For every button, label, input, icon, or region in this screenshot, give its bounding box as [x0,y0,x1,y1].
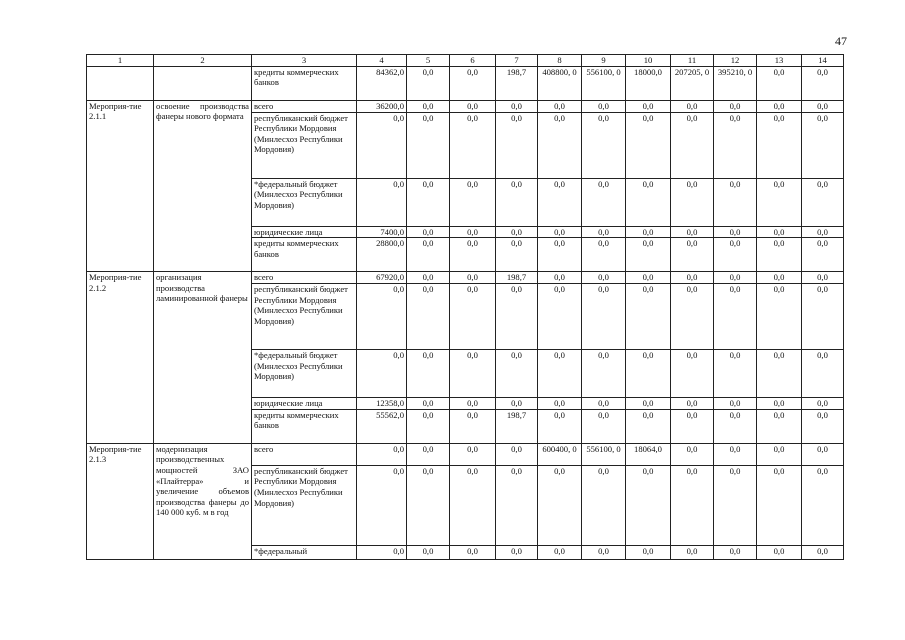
column-number: 11 [671,55,714,67]
value-cell: 0,0 [671,545,714,559]
value-cell: 0,0 [802,465,844,545]
value-cell: 0,0 [714,409,757,443]
value-cell: 55562,0 [357,409,407,443]
value-cell: 0,0 [714,545,757,559]
value-cell: 0,0 [357,284,407,350]
funding-source-cell: *федеральный бюджет (Минлесхоз Республики Мордовия) [252,178,357,226]
column-number: 13 [757,55,802,67]
value-cell: 0,0 [757,398,802,410]
measure-cell [87,66,154,100]
table-row [87,272,844,284]
value-cell: 0,0 [626,238,671,272]
value-cell: 0,0 [714,398,757,410]
value-cell: 0,0 [538,178,582,226]
value-cell: 0,0 [407,398,450,410]
value-cell: 0,0 [450,66,496,100]
value-cell: 0,0 [714,238,757,272]
value-cell: 0,0 [714,100,757,112]
value-cell: 0,0 [450,178,496,226]
value-cell: 0,0 [538,398,582,410]
value-cell: 0,0 [496,226,538,238]
value-cell: 0,0 [671,178,714,226]
funding-source-cell: всего [252,443,357,465]
value-cell: 0,0 [714,443,757,465]
value-cell: 18000,0 [626,66,671,100]
value-cell: 0,0 [757,443,802,465]
funding-source-cell: *федеральный бюджет (Минлесхоз Республики Мордовия) [252,350,357,398]
column-number: 6 [450,55,496,67]
value-cell: 0,0 [757,178,802,226]
value-cell: 0,0 [407,226,450,238]
description-cell: модернизация производственных мощностей ЗАО «Плайтерра» и увеличение объемов производства фанеры до 140 000 куб. м в год [154,443,252,559]
value-cell: 0,0 [671,238,714,272]
value-cell: 0,0 [714,284,757,350]
value-cell: 28800,0 [357,238,407,272]
value-cell: 0,0 [626,100,671,112]
value-cell: 0,0 [802,66,844,100]
value-cell: 0,0 [802,272,844,284]
value-cell: 0,0 [757,226,802,238]
value-cell: 0,0 [407,443,450,465]
value-cell: 0,0 [538,100,582,112]
value-cell: 0,0 [357,178,407,226]
value-cell: 0,0 [802,226,844,238]
value-cell: 0,0 [450,112,496,178]
value-cell: 0,0 [626,350,671,398]
value-cell: 0,0 [450,409,496,443]
value-cell: 0,0 [802,100,844,112]
value-cell: 0,0 [496,465,538,545]
value-cell: 0,0 [671,409,714,443]
value-cell: 600400, 0 [538,443,582,465]
value-cell: 0,0 [671,284,714,350]
value-cell: 0,0 [671,112,714,178]
value-cell: 0,0 [538,112,582,178]
value-cell: 0,0 [757,545,802,559]
value-cell: 207205, 0 [671,66,714,100]
header-row [87,55,844,67]
description-cell [154,66,252,100]
column-number: 10 [626,55,671,67]
column-number: 9 [582,55,626,67]
value-cell: 0,0 [450,398,496,410]
value-cell: 0,0 [626,226,671,238]
value-cell: 0,0 [496,545,538,559]
funding-source-cell: *федеральный [252,545,357,559]
value-cell: 0,0 [626,178,671,226]
value-cell: 0,0 [714,226,757,238]
value-cell: 0,0 [496,350,538,398]
value-cell: 198,7 [496,66,538,100]
value-cell: 0,0 [582,398,626,410]
value-cell: 0,0 [757,465,802,545]
value-cell: 0,0 [407,238,450,272]
value-cell: 556100, 0 [582,66,626,100]
value-cell: 0,0 [582,178,626,226]
value-cell: 0,0 [496,112,538,178]
column-number: 1 [87,55,154,67]
value-cell: 0,0 [582,100,626,112]
value-cell: 0,0 [407,178,450,226]
funding-source-cell: республиканский бюджет Республики Мордовия (Минлесхоз Республики Мордовия) [252,284,357,350]
value-cell: 0,0 [450,350,496,398]
value-cell: 0,0 [582,112,626,178]
value-cell: 36200,0 [357,100,407,112]
value-cell: 0,0 [450,226,496,238]
column-number: 4 [357,55,407,67]
column-number: 14 [802,55,844,67]
funding-source-cell: юридические лица [252,398,357,410]
column-number: 12 [714,55,757,67]
value-cell: 0,0 [496,284,538,350]
value-cell: 0,0 [582,350,626,398]
value-cell: 0,0 [407,350,450,398]
value-cell: 0,0 [671,272,714,284]
value-cell: 0,0 [582,272,626,284]
value-cell: 0,0 [714,465,757,545]
value-cell: 0,0 [357,545,407,559]
table-row [87,100,844,112]
measure-cell: Мероприя-тие 2.1.3 [87,443,154,559]
value-cell: 0,0 [582,238,626,272]
value-cell: 7400,0 [357,226,407,238]
funding-source-cell: всего [252,100,357,112]
value-cell: 0,0 [802,178,844,226]
value-cell: 0,0 [802,398,844,410]
value-cell: 0,0 [496,398,538,410]
funding-source-cell: республиканский бюджет Республики Мордовия (Минлесхоз Республики Мордовия) [252,112,357,178]
value-cell: 0,0 [357,112,407,178]
value-cell: 0,0 [407,545,450,559]
value-cell: 0,0 [802,443,844,465]
value-cell: 198,7 [496,409,538,443]
value-cell: 0,0 [407,112,450,178]
value-cell: 0,0 [496,178,538,226]
value-cell: 408800, 0 [538,66,582,100]
value-cell: 0,0 [450,465,496,545]
budget-table [86,54,844,560]
value-cell: 0,0 [757,238,802,272]
value-cell: 0,0 [357,443,407,465]
value-cell: 0,0 [538,409,582,443]
measure-cell: Мероприя-тие 2.1.2 [87,272,154,444]
table-row [87,66,844,100]
value-cell: 0,0 [538,226,582,238]
value-cell: 0,0 [357,350,407,398]
value-cell: 0,0 [757,272,802,284]
value-cell: 0,0 [357,465,407,545]
value-cell: 0,0 [757,66,802,100]
value-cell: 0,0 [802,350,844,398]
value-cell: 0,0 [407,272,450,284]
value-cell: 0,0 [450,443,496,465]
value-cell: 0,0 [538,350,582,398]
value-cell: 0,0 [407,100,450,112]
value-cell: 0,0 [450,100,496,112]
column-number: 2 [154,55,252,67]
value-cell: 0,0 [496,443,538,465]
value-cell: 0,0 [671,350,714,398]
value-cell: 0,0 [496,238,538,272]
value-cell: 0,0 [450,284,496,350]
value-cell: 0,0 [538,272,582,284]
value-cell: 67920,0 [357,272,407,284]
value-cell: 0,0 [757,409,802,443]
value-cell: 0,0 [626,112,671,178]
funding-source-cell: кредиты коммерческих банков [252,409,357,443]
value-cell: 0,0 [626,398,671,410]
funding-source-cell: республиканский бюджет Республики Мордовия (Минлесхоз Республики Мордовия) [252,465,357,545]
value-cell: 0,0 [671,443,714,465]
value-cell: 0,0 [671,100,714,112]
value-cell: 0,0 [757,112,802,178]
value-cell: 0,0 [802,545,844,559]
value-cell: 198,7 [496,272,538,284]
value-cell: 395210, 0 [714,66,757,100]
value-cell: 0,0 [671,398,714,410]
value-cell: 84362,0 [357,66,407,100]
value-cell: 0,0 [757,100,802,112]
description-cell: организация производства ламинированной фанеры [154,272,252,444]
value-cell: 0,0 [714,178,757,226]
table-row [87,443,844,465]
value-cell: 556100, 0 [582,443,626,465]
value-cell: 0,0 [802,409,844,443]
page-number: 47 [835,34,847,48]
funding-source-cell: юридические лица [252,226,357,238]
funding-source-cell: кредиты коммерческих банков [252,66,357,100]
value-cell: 0,0 [714,112,757,178]
value-cell: 0,0 [582,409,626,443]
value-cell: 0,0 [626,545,671,559]
value-cell: 0,0 [538,465,582,545]
value-cell: 0,0 [450,272,496,284]
value-cell: 12358,0 [357,398,407,410]
value-cell: 0,0 [538,238,582,272]
funding-source-cell: всего [252,272,357,284]
value-cell: 0,0 [582,545,626,559]
value-cell: 0,0 [582,226,626,238]
column-number: 5 [407,55,450,67]
value-cell: 0,0 [671,465,714,545]
column-number: 7 [496,55,538,67]
value-cell: 0,0 [450,238,496,272]
measure-cell: Мероприя-тие 2.1.1 [87,100,154,272]
value-cell: 0,0 [407,284,450,350]
value-cell: 0,0 [538,284,582,350]
value-cell: 0,0 [714,350,757,398]
value-cell: 0,0 [802,112,844,178]
value-cell: 0,0 [626,284,671,350]
value-cell: 0,0 [671,226,714,238]
column-number: 8 [538,55,582,67]
value-cell: 0,0 [407,409,450,443]
value-cell: 0,0 [496,100,538,112]
value-cell: 0,0 [757,350,802,398]
column-number: 3 [252,55,357,67]
value-cell: 0,0 [626,465,671,545]
value-cell: 18064,0 [626,443,671,465]
value-cell: 0,0 [714,272,757,284]
description-cell: освоение производства фанеры нового формата [154,100,252,272]
value-cell: 0,0 [407,66,450,100]
value-cell: 0,0 [802,238,844,272]
value-cell: 0,0 [626,409,671,443]
value-cell: 0,0 [582,284,626,350]
value-cell: 0,0 [626,272,671,284]
funding-source-cell: кредиты коммерческих банков [252,238,357,272]
value-cell: 0,0 [757,284,802,350]
value-cell: 0,0 [538,545,582,559]
value-cell: 0,0 [582,465,626,545]
value-cell: 0,0 [450,545,496,559]
value-cell: 0,0 [407,465,450,545]
value-cell: 0,0 [802,284,844,350]
